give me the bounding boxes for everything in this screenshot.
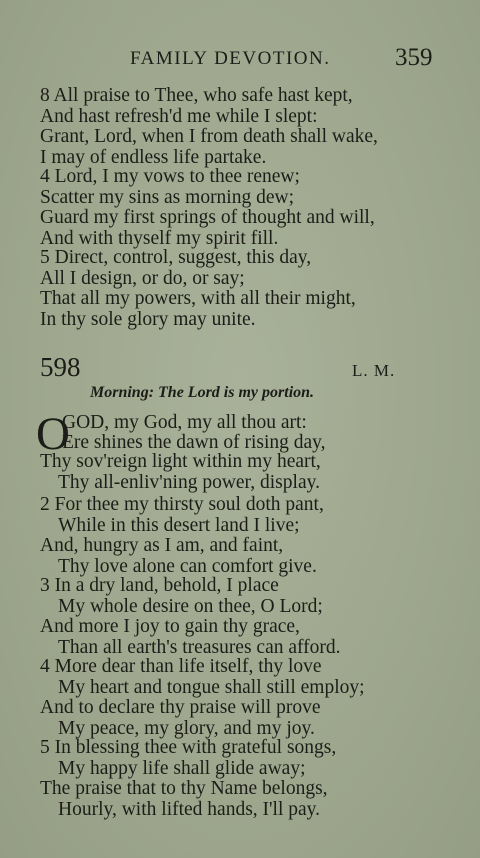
stanza-8 <box>40 86 440 168</box>
stanza-line: 4 Lord, I my vows to thee renew; <box>40 166 300 187</box>
stanza-line: All I design, or do, or say; <box>40 267 245 289</box>
stanza-line: And, hungry as I am, and faint, <box>40 535 284 556</box>
stanza-line: My heart and tongue shall still employ; <box>58 676 365 698</box>
stanza-line: In thy sole glory may unite. <box>40 308 256 330</box>
stanza-line: 5 Direct, control, suggest, this day, <box>40 247 312 268</box>
hymn-meter: L. M. <box>352 361 396 380</box>
stanza-line: Thy all-enliv'ning power, display. <box>58 471 320 493</box>
stanza-line: Thy love alone can comfort give. <box>58 555 317 577</box>
stanza-line: Scatter my sins as morning dew; <box>40 186 295 208</box>
page-number: 359 <box>395 44 433 71</box>
hymn-number: 598 <box>40 352 81 382</box>
stanza-line: And hast refresh'd me while I slept: <box>40 105 318 127</box>
page-header <box>0 44 480 74</box>
stanza-line: Guard my first springs of thought and will, <box>40 207 375 228</box>
stanza-line: The praise that to thy Name belongs, <box>40 778 328 799</box>
stanza-line: And with thyself my spirit fill. <box>40 227 279 249</box>
stanza-line: Ere shines the dawn of rising day, <box>62 432 326 453</box>
stanza-2 <box>40 495 440 577</box>
stanza-line: While in this desert land I live; <box>58 514 300 536</box>
stanza-line: My whole desire on thee, O Lord; <box>58 595 323 617</box>
stanza-line: 2 For thee my thirsty soul doth pant, <box>40 494 324 515</box>
stanza-line: And more I joy to gain thy grace, <box>40 616 300 637</box>
stanza-1-rest <box>40 452 440 493</box>
stanza-4 <box>40 657 440 739</box>
stanza-5 <box>40 738 440 820</box>
stanza-3 <box>40 576 440 658</box>
stanza-line: My peace, my glory, and my joy. <box>58 717 315 739</box>
stanza-line: 8 All praise to Thee, who safe hast kept, <box>40 85 353 106</box>
hymn-subtitle: Morning: The Lord is my portion. <box>90 384 315 401</box>
stanza-line: 5 In blessing thee with grateful songs, <box>40 737 337 758</box>
stanza-line: That all my powers, with all their might, <box>40 288 356 309</box>
running-title: FAMILY DEVOTION. <box>130 48 331 69</box>
hymn-heading <box>40 352 440 386</box>
stanza-line: My happy life shall glide away; <box>58 757 306 779</box>
stanza-line: 4 More dear than life itself, thy love <box>40 656 322 677</box>
stanza-line: Than all earth's treasures can afford. <box>58 636 341 658</box>
stanza-line: GOD, my God, my all thou art: <box>62 412 307 433</box>
stanza-line: I may of endless life partake. <box>40 146 267 168</box>
drop-cap: O <box>36 408 70 460</box>
stanza-5-top <box>40 248 440 330</box>
stanza-line: Thy sov'reign light within my heart, <box>40 451 321 472</box>
stanza-4-top <box>40 167 440 249</box>
stanza-line: 3 In a dry land, behold, I place <box>40 575 279 596</box>
stanza-line: Grant, Lord, when I from death shall wake, <box>40 126 378 147</box>
stanza-line: Hourly, with lifted hands, I'll pay. <box>58 798 321 820</box>
stanza-line: And to declare thy praise will prove <box>40 697 321 718</box>
